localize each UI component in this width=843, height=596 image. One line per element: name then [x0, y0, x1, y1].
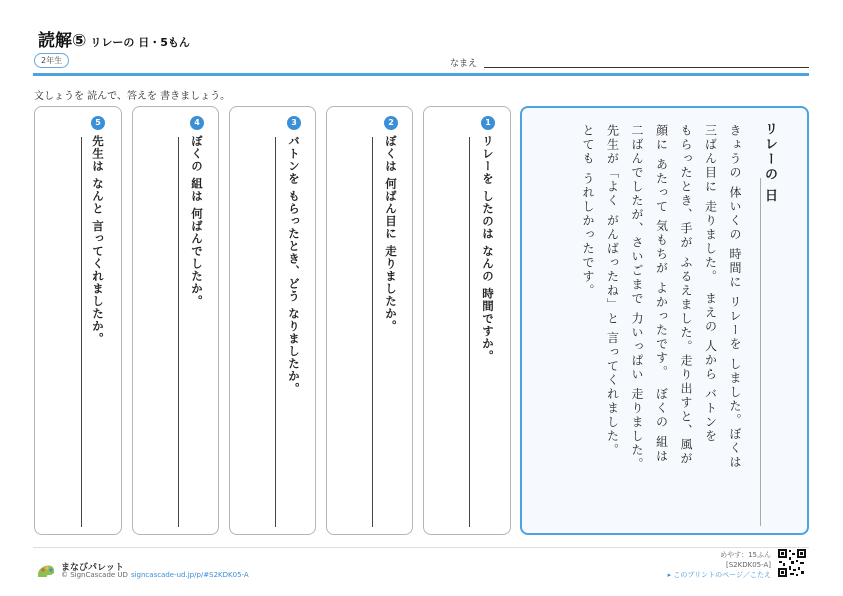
story-line: 顔に あたって 気もちが よかったです。 ぼくの 組は	[654, 124, 669, 464]
title-main: 読解⑤	[38, 31, 87, 51]
question-text-5: 先生は なんと 言ってくれましたか。	[91, 135, 105, 346]
qr-code-icon[interactable]	[777, 548, 807, 578]
worksheet-title	[38, 26, 190, 51]
story-body	[576, 124, 748, 524]
footer-divider	[33, 547, 809, 548]
name-field-line[interactable]	[484, 67, 809, 68]
answer-line-2[interactable]	[372, 137, 373, 527]
question-text-2: ぼくは 何ばん目に 走りましたか。	[384, 135, 398, 333]
time-estimate: めやす：15ふん	[720, 551, 771, 559]
palette-logo-icon	[36, 563, 56, 579]
answer-line-5[interactable]	[81, 137, 82, 527]
copyright	[61, 571, 249, 579]
question-card-4	[132, 106, 219, 535]
copyright-text: © SignCascade UD	[61, 571, 128, 579]
grade-badge: 2年生	[34, 53, 69, 68]
instruction-text: 文しょうを 読んで、答えを 書きましょう。	[34, 91, 231, 102]
question-number-4: 4	[190, 116, 204, 130]
site-url-link[interactable]: signcascade-ud.jp/p/#S2KDK05-A	[130, 571, 249, 579]
question-card-5	[34, 106, 122, 535]
question-text-4: ぼくの 組は 何ばんでしたか。	[190, 135, 204, 308]
story-line: 二ばんでしたが、さいごまで 力いっぱい 走りました。	[630, 124, 644, 472]
question-text-3: バトンを もらったとき、どう なりましたか。	[287, 135, 301, 396]
question-card-1	[423, 106, 511, 535]
story-line: もらったとき、手が ふるえました。走り出すと、風が	[679, 124, 693, 466]
brand-name: まなびパレット	[61, 563, 124, 573]
question-number-3: 3	[287, 116, 301, 130]
story-title: リレーの 日	[762, 122, 777, 204]
answer-line-1[interactable]	[469, 137, 470, 527]
header-divider	[33, 73, 809, 76]
question-text-1: リレーを したのは なんの 時間ですか。	[481, 135, 495, 363]
story-line: 先生が「よく がんばったね」と 言ってくれました。	[605, 124, 620, 458]
question-number-5: 5	[91, 116, 105, 130]
name-label: なまえ	[450, 59, 478, 69]
worksheet-code: [S2KDK05-A]	[726, 561, 771, 569]
story-panel	[520, 106, 809, 535]
question-card-2	[326, 106, 413, 535]
answer-page-link[interactable]: ▸ このプリントのページ／こたえ	[667, 571, 771, 579]
story-title-rule	[760, 178, 761, 526]
question-number-1: 1	[481, 116, 495, 130]
story-line: 三ばん目に 走りました。 まえの 人から バトンを	[703, 124, 718, 444]
answer-line-4[interactable]	[178, 137, 179, 527]
answer-line-3[interactable]	[275, 137, 276, 527]
worksheet-meta	[668, 550, 771, 580]
story-line: とても うれしかったです。	[581, 124, 595, 298]
title-subtitle: リレーの 日・5もん	[90, 36, 190, 49]
question-card-3	[229, 106, 316, 535]
question-number-2: 2	[384, 116, 398, 130]
story-line: きょうの 体いくの 時間に リレーを しました。ぼくは	[728, 124, 742, 470]
